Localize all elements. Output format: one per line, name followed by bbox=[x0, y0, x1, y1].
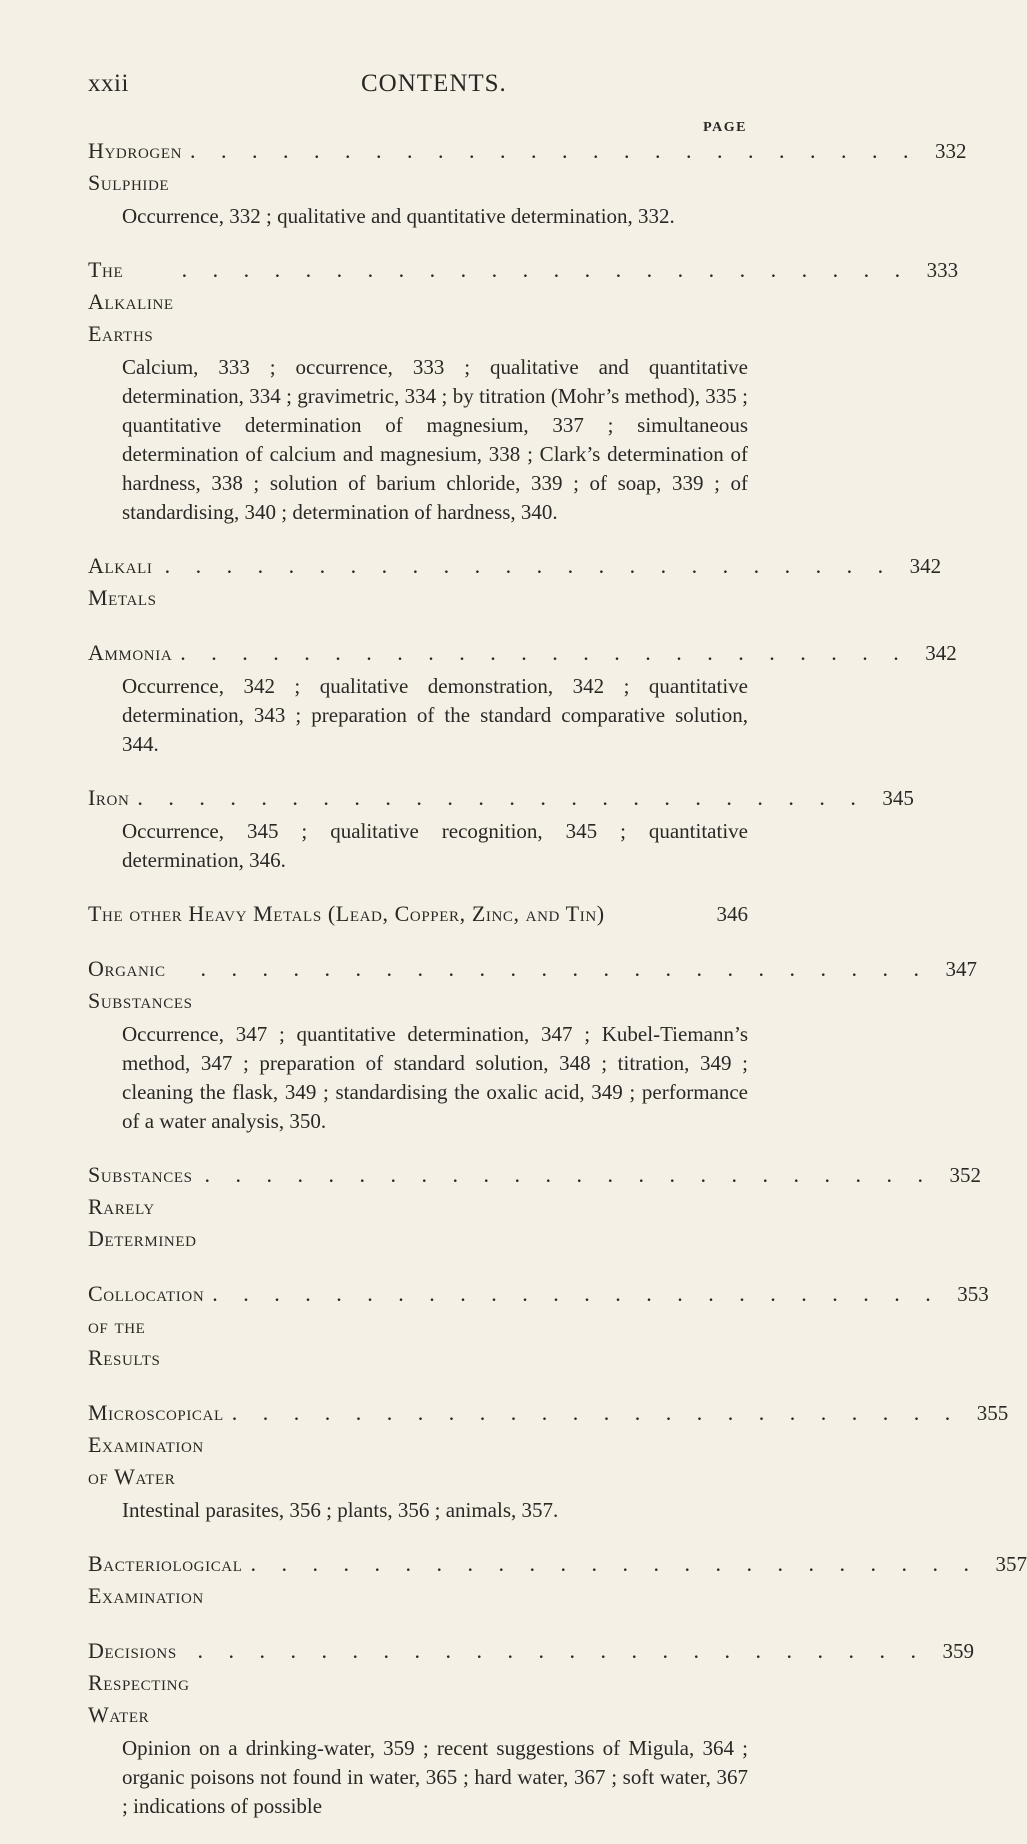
entry-page: 353 bbox=[957, 1282, 989, 1306]
dot-leader: . . . . . . . . . . . . . . . . . . . . . . . . bbox=[200, 956, 930, 981]
entry-heading: The other Heavy Metals (Lead, Copper, Zinc, and Tin) bbox=[88, 901, 605, 926]
entry-heading: Iron bbox=[88, 785, 130, 810]
entry-page: 355 bbox=[976, 1401, 1009, 1425]
dot-leader: . . . . . . . . . . . . . . . . . . . . . . . . bbox=[180, 640, 909, 665]
entry-subtopics: Occurrence, 332 ; qualitative and quantitative determination, 332. bbox=[122, 204, 675, 228]
contents-entry bbox=[88, 135, 967, 231]
entry-heading: Bacteriological Examination bbox=[88, 1551, 243, 1608]
dot-leader: . . . . . . . . . . . . . . . . . . . . . . . . bbox=[164, 553, 894, 578]
dot-leader: . . . . . . . . . . . . . . . . . . . . . . . . bbox=[250, 1551, 979, 1576]
entry-page: 352 bbox=[949, 1163, 982, 1187]
contents-entry bbox=[88, 1548, 1027, 1612]
entry-subtopics: Occurrence, 347 ; quantitative determination, 347 ; Kubel-Tiemann’s method, 347 ; preparation of standard solution, 348 ; titration, 349 ; cleaning the flask, 349 ; standardising the oxalic acid, 349 ; performance of a water analysis, 350. bbox=[122, 1022, 748, 1133]
contents-entry bbox=[88, 1397, 1009, 1525]
dot-leader: . . . . . . . . . . . . . . . . . . . . . . . . bbox=[212, 1281, 941, 1306]
entry-heading: Decisions Respecting Water bbox=[88, 1638, 190, 1727]
page-column-label: PAGE bbox=[703, 120, 747, 135]
entry-subtopics: Intestinal parasites, 356 ; plants, 356 ; animals, 357. bbox=[122, 1498, 559, 1522]
entry-heading: Microscopical Examination of Water bbox=[88, 1400, 224, 1489]
entry-heading: Ammonia bbox=[88, 640, 173, 665]
dot-leader: . . . . . . . . . . . . . . . . . . . . . . . . bbox=[231, 1400, 961, 1425]
entry-subtopics: Opinion on a drinking-water, 359 ; recent suggestions of Migula, 364 ; organic poisons not found in water, 365 ; hard water, 367 ; soft water, 367 ; indications of possible bbox=[122, 1736, 748, 1818]
entry-heading: Alkali Metals bbox=[88, 553, 157, 610]
contents-entry bbox=[88, 953, 978, 1136]
dot-leader: . . . . . . . . . . . . . . . . . . . . . . . . bbox=[137, 785, 866, 810]
entry-subtopics: Occurrence, 342 ; qualitative demonstration, 342 ; quantitative determination, 343 ; preparation of the standard comparative solution, 344. bbox=[122, 674, 748, 756]
contents-entry bbox=[88, 637, 957, 759]
dot-leader: . . . . . . . . . . . . . . . . . . . . . . . . bbox=[181, 257, 911, 282]
contents-entry bbox=[88, 898, 748, 930]
contents-entry bbox=[88, 1635, 974, 1821]
contents-entry bbox=[88, 254, 959, 527]
contents-entry bbox=[88, 1159, 982, 1255]
entry-subtopics: Occurrence, 345 ; qualitative recognition, 345 ; quantitative determination, 346. bbox=[122, 819, 748, 872]
entry-page: 342 bbox=[909, 554, 942, 578]
page-number: xxii bbox=[88, 70, 129, 97]
contents-list bbox=[88, 135, 1027, 1844]
contents-entry bbox=[88, 782, 914, 875]
entry-heading: Substances Rarely Determined bbox=[88, 1162, 197, 1251]
entry-page: 357 bbox=[995, 1552, 1027, 1576]
entry-page: 347 bbox=[945, 957, 978, 981]
entry-heading: Hydrogen Sulphide bbox=[88, 138, 183, 195]
entry-page: 333 bbox=[926, 258, 959, 282]
entry-heading: Organic Substances bbox=[88, 956, 193, 1013]
entry-page: 332 bbox=[935, 139, 967, 163]
dot-leader: . . . . . . . . . . . . . . . . . . . . . . . . bbox=[190, 138, 919, 163]
page-title: CONTENTS. bbox=[361, 70, 507, 97]
entry-heading: The Alkaline Earths bbox=[88, 257, 174, 346]
entry-subtopics: Calcium, 333 ; occurrence, 333 ; qualitative and quantitative determination, 334 ; gravimetric, 334 ; by titration (Mohr’s method), 335 ; quantitative determination of magnesium, 337 ; simultaneous determination of calcium and magnesium, 338 ; Clark’s determination of hardness, 338 ; solution of barium chloride, 339 ; of soap, 339 ; of standardising, 340 ; determination of hardness, 340. bbox=[122, 355, 748, 524]
entry-heading: Collocation of the Results bbox=[88, 1281, 205, 1370]
contents-entry bbox=[88, 1278, 989, 1374]
dot-leader: . . . . . . . . . . . . . . . . . . . . . . . . bbox=[204, 1162, 934, 1187]
entry-page: 342 bbox=[925, 641, 957, 665]
contents-entry bbox=[88, 550, 942, 614]
entry-page: 346 bbox=[716, 902, 748, 926]
entry-page: 345 bbox=[882, 786, 914, 810]
entry-page: 359 bbox=[942, 1639, 974, 1663]
dot-leader: . . . . . . . . . . . . . . . . . . . . . . . . bbox=[197, 1638, 926, 1663]
